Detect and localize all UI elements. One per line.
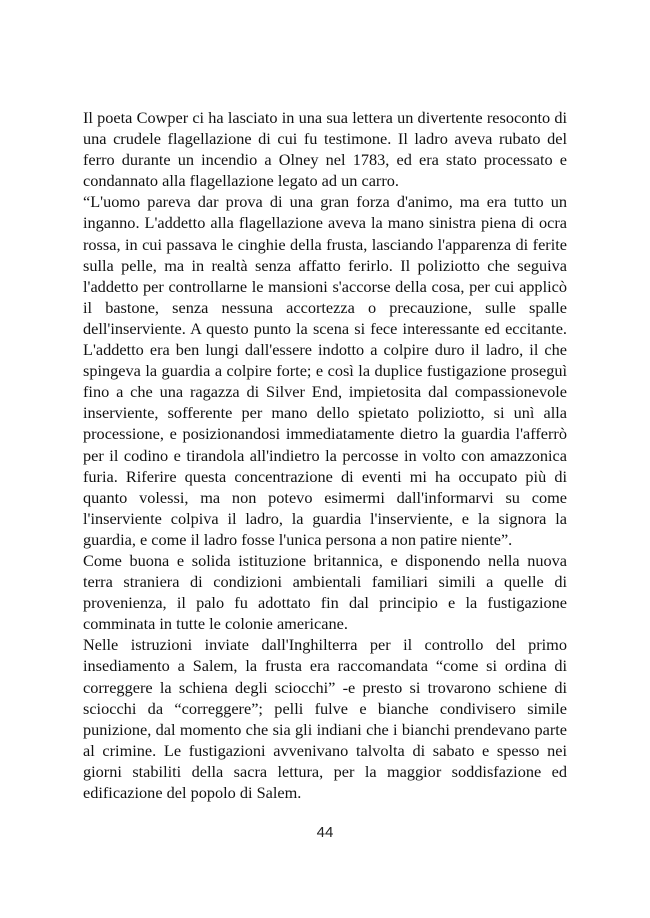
- paragraph-salem: Nelle istruzioni inviate dall'Inghilterra per il controllo del primo insediamento a Salem, la frusta era raccomandata “come si ordina di correggere la schiena degli sciocchi” -e presto si trovarono schiene di sciocchi da “correggere”; pelli fulve e bianche condivisero simile punizione, dal momento che sia gli indiani che i bianchi prendevano parte al crimine. Le fustigazioni avvenivano talvolta di sabato e spesso nei giorni stabiliti della sacra lettura, per la maggior soddisfazione ed edificazione del popolo di Salem.: [83, 635, 567, 802]
- body-text: [83, 107, 567, 803]
- paragraph-british-institution: Come buona e solida istituzione britannica, e disponendo nella nuova terra straniera di condizioni ambientali familiari simili a quelle di provenienza, il palo fu adottato fin dal principio e la fustigazione comminata in tutte le colonie americane.: [83, 550, 567, 634]
- paragraph-cowper-quote: “L'uomo pareva dar prova di una gran forza d'animo, ma era tutto un inganno. L'addetto alla flagellazione aveva la mano sinistra piena di ocra rossa, in cui passava le cinghie della frusta, lasciando l'apparenza di ferite sulla pelle, ma in realtà senza affatto ferirlo. Il poliziotto che seguiva l'addetto per controllarne le mansioni s'accorse della cosa, per cui applicò il bastone, senza nessuna accortezza o precauzione, sulle spalle dell'inserviente. A questo punto la scena si fece interessante ed eccitante. L'addetto era ben lungi dall'essere indotto a colpire duro il ladro, il che spingeva la guardia a colpire forte; e così la duplice fustigazione proseguì fino a che una ragazza di Silver End, impietosita dal compassionevole inserviente, sofferente per mano dello spietato poliziotto, si unì alla processione, e posizionandosi immediatamente dietro la guardia l'afferrò per il codino e tirandola all'indietro la percosse in volto con amazzonica furia. Riferire questa concentrazione di eventi mi ha occupato più di quanto volessi, ma non potevo esimermi dall'informarvi su come l'inserviente colpiva il ladro, la guardia l'inserviente, e la signora la guardia, e come il ladro fosse l'unica persona a non patire niente”.: [83, 192, 567, 549]
- page-number: 44: [316, 824, 334, 841]
- paragraph-cowper-intro: Il poeta Cowper ci ha lasciato in una sua lettera un divertente resoconto di una crudele flagellazione di cui fu testimone. Il ladro aveva rubato del ferro durante un incendio a Olney nel 1783, ed era stato processato e condannato alla flagellazione legato ad un carro.: [83, 108, 567, 191]
